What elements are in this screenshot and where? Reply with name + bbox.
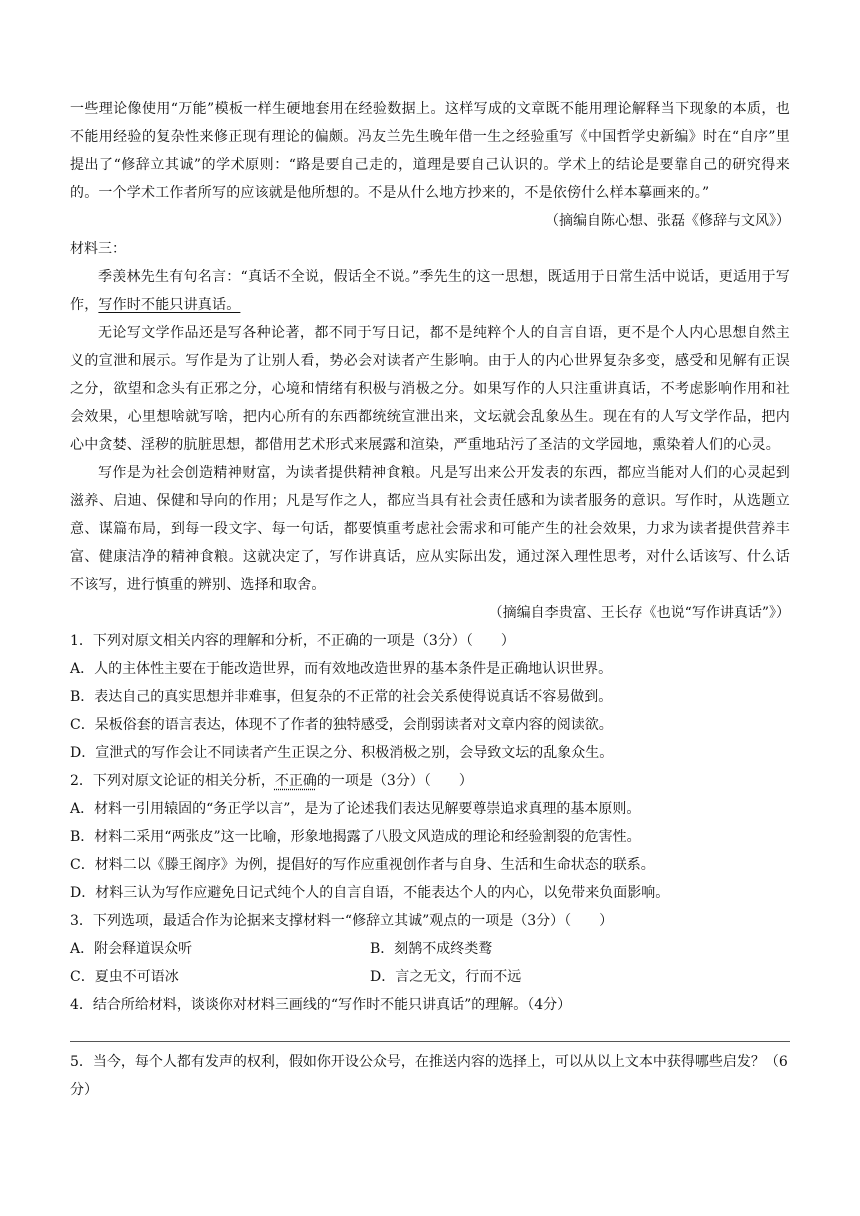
question-2-option-b: B．材料二采用“两张皮”这一比喻，形象地揭露了八股文风造成的理论和经验割裂的危害性。 [70, 829, 641, 845]
question-3-option-b: B．刻鹄不成终类鹜 [370, 941, 493, 957]
question-2-stem-end: 的一项是（3分）（ ） [316, 773, 473, 789]
material3-paragraph-2: 无论写文学作品还是写各种论著，都不同于写日记，都不是纯粹个人的自言自语，更不是个人内心思想自然主义的宣泄和展示。写作是为了让别人看，势必会对读者产生影响。由于人的内心世界复杂多变，感受和见解有正误之分，欲望和念头有正邪之分，心境和情绪有积极与消极之分。如果写作的人只注重讲真话，不考虑影响作用和社会效果，心里想啥就写啥，把内心所有的东西都统统宣泄出来，文坛就会乱象丛生。现在有的人写文学作品，把内心中贪婪、淫秽的肮脏思想，都借用艺术形式来展露和渲染，严重地玷污了圣洁的文学园地，熏染着人们的心灵。 [70, 325, 790, 453]
material3-paragraph-1 [70, 263, 790, 319]
material3-heading: 材料三： [70, 241, 126, 257]
underlined-phrase: 写作时不能只讲真话。 [98, 297, 241, 313]
question-1-stem: 1．下列对原文相关内容的理解和分析，不正确的一项是（3分）（ ） [70, 633, 515, 649]
question-2-stem [70, 767, 790, 795]
question-2-option-a: A．材料一引用辕固的“务正学以言”，是为了论述我们表达见解要尊崇追求真理的基本原则。 [70, 801, 641, 817]
answer-line[interactable] [70, 1019, 790, 1042]
question-2-stem-start: 2．下列对原文论证的相关分析， [70, 773, 275, 789]
question-1-option-b: B．表达自己的真实思想并非难事，但复杂的不正常的社会关系使得说真话不容易做到。 [70, 689, 613, 705]
material3-p1-text: 季羡林先生有句名言：“真话不全说，假话全不说。”季先生的这一思想，既适用于日常生活中说话，更适用于写作， [70, 269, 790, 313]
material3-source: （摘编自李贵富、王长存《也说“写作讲真话”》） [488, 605, 790, 621]
material2-source: （摘编自陈心想、张磊《修辞与文风》） [545, 213, 790, 229]
question-3-options-row-2 [70, 963, 790, 991]
emphasis-not-correct: 不正确 [274, 773, 317, 789]
material2-paragraph: 一些理论像使用“万能”模板一样生硬地套用在经验数据上。这样写成的文章既不能用理论解释当下现象的本质，也不能用经验的复杂性来修正现有理论的偏颇。冯友兰先生晚年借一生之经验重写《中国哲学史新编》时在“自序”里提出了“修辞立其诚”的学术原则：“路是要自己走的，道理是要自己认识的。学术上的结论是要靠自己的研究得来的。一个学术工作者所写的应该就是他所想的。不是从什么地方抄来的，不是依傍什么样本摹画来的。” [70, 101, 790, 201]
question-2-option-c: C．材料二以《滕王阁序》为例，提倡好的写作应重视创作者与自身、生活和生命状态的联系。 [70, 857, 655, 873]
question-3-option-d: D．言之无文，行而不远 [370, 969, 522, 985]
question-1-option-a: A．人的主体性主要在于能改造世界，而有效地改造世界的基本条件是正确地认识世界。 [70, 661, 613, 677]
question-4-stem: 4．结合所给材料，谈谈你对材料三画线的“写作时不能只讲真话”的理解。（4分） [70, 997, 572, 1013]
question-3-options-row-1 [70, 935, 790, 963]
question-3-option-c: C．夏虫不可语冰 [70, 969, 179, 985]
question-1-option-d: D．宣泄式的写作会让不同读者产生正误之分、积极消极之别，会导致文坛的乱象众生。 [70, 745, 614, 761]
question-2-option-d: D．材料三认为写作应避免日记式纯个人的自言自语，不能表达个人的内心，以免带来负面影响。 [70, 885, 670, 901]
question-5-stem: 5．当今，每个人都有发声的权利，假如你开设公众号，在推送内容的选择上，可以从以上文本中获得哪些启发？（6分） [70, 1054, 788, 1098]
material3-paragraph-3: 写作是为社会创造精神财富，为读者提供精神食粮。凡是写出来公开发表的东西，都应当能对人们的心灵起到滋养、启迪、保健和导向的作用；凡是写作之人，都应当具有社会责任感和为读者服务的意识。写作时，从选题立意、谋篇布局，到每一段文字、每一句话，都要慎重考虑社会需求和可能产生的社会效果，力求为读者提供营养丰富、健康洁净的精神食粮。这就决定了，写作讲真话，应从实际出发，通过深入理性思考，对什么话该写、什么话不该写，进行慎重的辨别、选择和取舍。 [70, 465, 790, 593]
question-1-option-c: C．呆板俗套的语言表达，体现不了作者的独特感受，会削弱读者对文章内容的阅读欲。 [70, 717, 613, 733]
question-3-stem: 3．下列选项，最适合作为论据来支撑材料一“修辞立其诚”观点的一项是（3分）（ ） [70, 913, 614, 929]
question-3-option-a: A．附会释道误众听 [70, 941, 193, 957]
